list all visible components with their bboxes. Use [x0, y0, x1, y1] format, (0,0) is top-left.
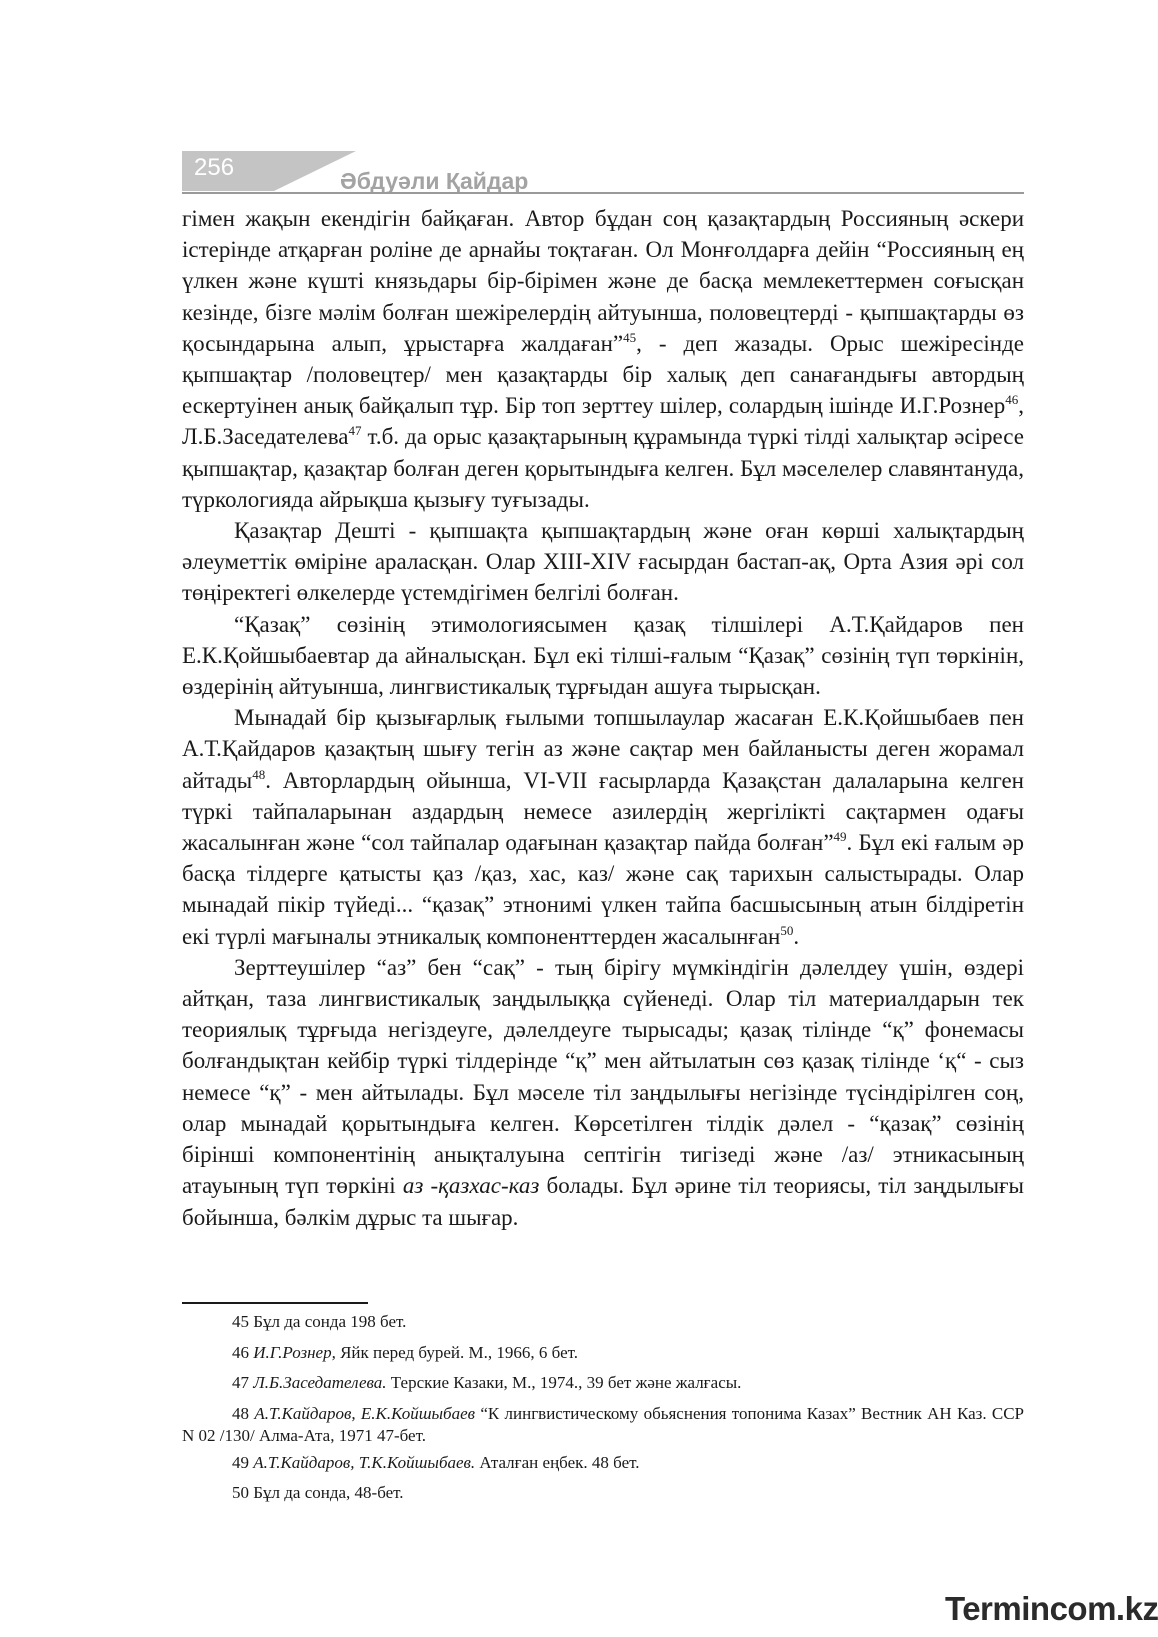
text-run: , - деп жазады. Орыс шежіресінде қыпшақтар /половецтер/ мен қазақтарды бір халық деп санағандығы автордың ескертуінен анық байқалып тұр. Бір топ зерттеу шілер, солардың ішінде И.Г.Рознер [182, 330, 1024, 419]
text-run: “К лингвистическому обьяснения топонима Казах” Вестник АН Каз. ССР N 02 /130/ Алма-Ата, 1971 47-бет. [182, 1403, 1025, 1445]
body-text [182, 203, 1024, 1233]
italic-text: аз -қазхас-каз [402, 1173, 540, 1199]
footnote [182, 1452, 1024, 1475]
text-run: Қазақтар Дешті - қыпшақта қыпшақтардың және оған көрші халықтардың әлеуметтік өміріне араласқан. Олар XIII-XIV ғасырдан бастап-ақ, Орта Азия әрі сол төңіректегі өлкелерде үстемдігімен белгілі болған. [182, 518, 1024, 606]
text-run: Бұл да сонда 198 бет. [253, 1312, 407, 1331]
text-run: Зерттеушілер “аз” бен “сақ” - тың бірігу мүмкіндігін дәлелдеу үшін, өздері айтқан, таза лингвистикалық заңдылыққа сүйенеді. Олар тіл материалдарын тек теориялық тұрғыда негіздеуге, дәлелдеуге тырысады; қазақ тілінде “қ” фонемасы болғандықтан кейбір түркі тілдерінде “қ” мен айтылатын сөз қазақ тілінде ‘қ“ - сыз немесе “қ” - мен айтылады. Бұл мәселе тіл заңдылығы негізінде түсіндірілген соң, олар мынадай қорытындыға келген. Көрсетілген тілдік дәлел - “қазақ” сөзінің бірінші компонентінің анықталуына септігін тигізеді және /аз/ этникасының атауының түп төркіні [182, 954, 1024, 1199]
footnote-ref: 45 [623, 329, 637, 345]
italic-text: Л.Б.Заседателева. [253, 1373, 387, 1392]
footnote [182, 1403, 1024, 1448]
text-run: . Бұл екі ғалым әр басқа тілдерге қатысты қаз /қаз, хас, каз/ және сақ тарихын салыстырады. Олар мынадай пікір түйеді... “қазақ” этнонимі үлкен тайпа басшысының атын білдіретін екі түрлі мағыналы этникалық компоненттерден жасалынған [182, 830, 1024, 949]
paragraph [182, 609, 1024, 703]
footnote [182, 1342, 1024, 1365]
text-run: болады. Бұл әрине тіл теориясы, тіл заңдылығы бойынша, бәлкім дұрыс та шығар. [182, 1173, 1025, 1230]
text-run: Терские Казаки, М., 1974., 39 бет және жалғасы. [386, 1373, 742, 1392]
running-header-author: Әбдуәли Қайдар [340, 168, 529, 194]
footnote-separator [182, 1302, 368, 1304]
footnote-number: 47 [232, 1373, 254, 1392]
italic-text: А.Т.Кайдаров, Е.К.Койшыбаев [254, 1403, 476, 1423]
text-run: Бұл да сонда, 48-бет. [253, 1483, 404, 1502]
italic-text: И.Г.Рознер, [253, 1342, 336, 1362]
running-header [182, 151, 1024, 197]
page-number: 256 [194, 154, 235, 181]
footnote-ref: 46 [1005, 392, 1019, 408]
text-run: Яйк перед бурей. М., 1966, 6 бет. [335, 1342, 579, 1362]
text-run: . Авторлардың ойынша, VI-VII ғасырларда Қазақстан далаларына келген түркі тайпаларынан аздардың немесе азилердің жергілікті сақтармен одағы жасалынған және “сол тайпалар одағынан қазақтар пайда болған” [182, 767, 1024, 856]
text-run: Мынадай бір қызығарлық ғылыми топшылаулар жасаған Е.К.Қойшыбаев пен А.Т.Қайдаров қазақтың шығу тегін аз және сақтар мен байланысты деген жорамал айтады [182, 705, 1024, 793]
paragraph [182, 515, 1024, 609]
text-run: гімен жақын екендігін байқаған. Автор бұдан соң қазақтардың Россияның әскери істерінде атқарған роліне де арнайы тоқтаған. Ол Монғолдарға дейін “Россияның ең үлкен және күшті князьдары бір-бірімен және де басқа мемлекеттермен соғысқан кезінде, бізге мәлім болған шежірелердің айтуынша, половецтерді - қыпшақтарды өз қосындарына алып, ұрыстарға жалдаған” [182, 206, 1024, 356]
text-run: “Қазақ” сөзінің этимологиясымен қазақ тілшілері А.Т.Қайдаров пен Е.К.Қойшыбаевтар да айналысқан. Бұл екі тілші-ғалым “Қазақ” сөзінің түп төркінін, өздерінің айтуынша, лингвистикалық тұрғыдан ашуға тырысқан. [182, 611, 1024, 700]
footnote-number: 48 [232, 1403, 255, 1423]
footnote [182, 1311, 1024, 1334]
footnote-number: 45 [232, 1312, 254, 1331]
paragraph [182, 952, 1024, 1233]
footnote-ref: 48 [252, 766, 266, 782]
footnotes [182, 1311, 1024, 1513]
footnote-number: 46 [232, 1342, 254, 1362]
footnote-number: 49 [232, 1452, 254, 1472]
paragraph [182, 702, 1024, 952]
text-run: т.б. да орыс қазақтарының құрамында түркі тілді халықтар әсіресе қыпшақтар, қазақтар болған деген қорытындыға келген. Бұл мәселелер славянтануда, түркологияда айрықша қызығу туғызады. [182, 424, 1024, 512]
site-watermark: Termincom.kz [945, 1590, 1158, 1627]
footnote-ref: 50 [780, 922, 794, 938]
text-run: , Л.Б.Заседателева [182, 393, 1024, 450]
text-run: . [793, 923, 800, 949]
footnote-ref: 47 [348, 423, 362, 439]
footnote-number: 50 [232, 1483, 254, 1502]
paragraph [182, 203, 1024, 515]
header-rule [182, 192, 1024, 194]
footnote [182, 1372, 1024, 1395]
text-run: Аталған еңбек. 48 бет. [475, 1452, 640, 1472]
italic-text: А.Т.Кайдаров, Т.К.Койшыбаев. [253, 1452, 476, 1472]
footnote [182, 1482, 1024, 1505]
footnote-ref: 49 [833, 829, 847, 845]
